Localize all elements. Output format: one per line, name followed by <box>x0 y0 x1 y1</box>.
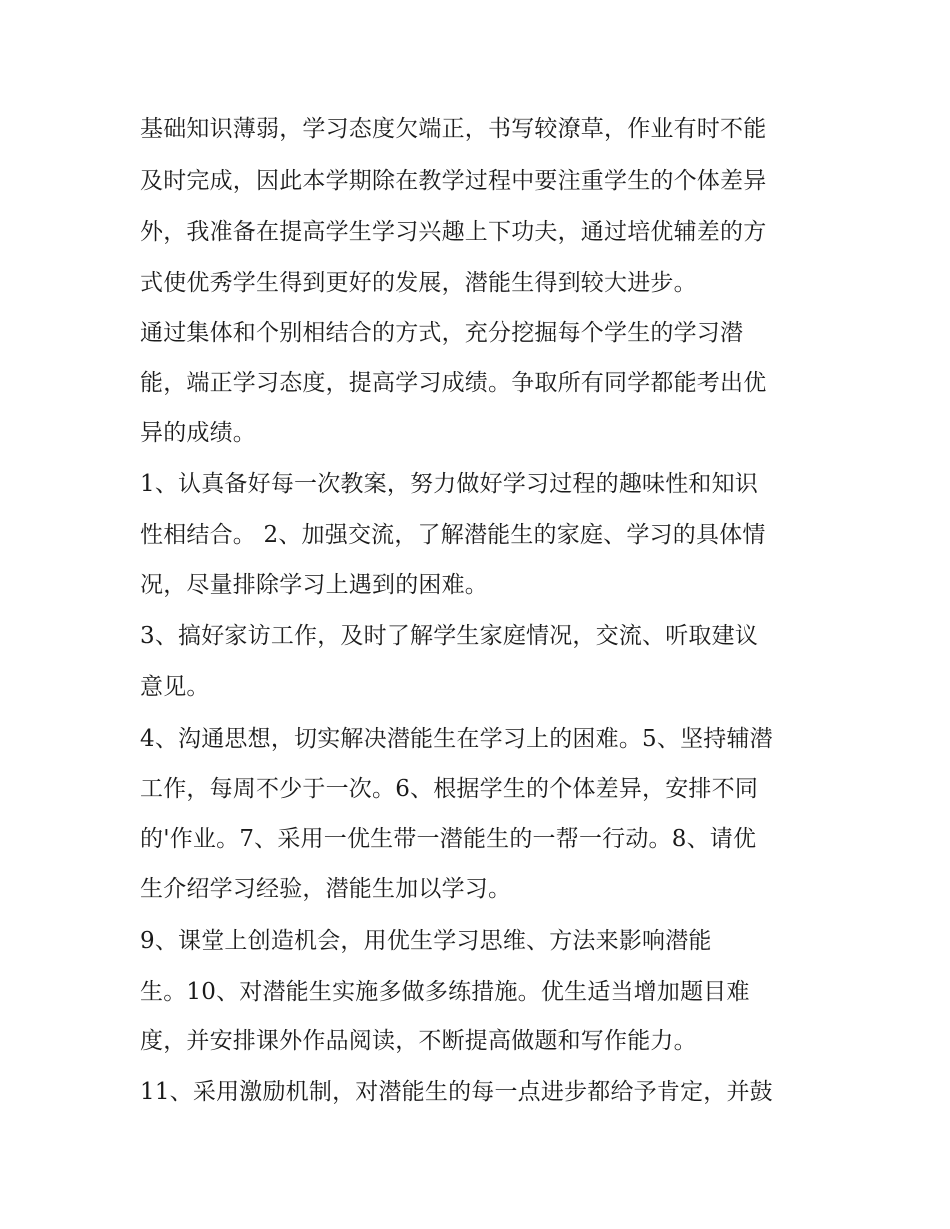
text-line: 1、认真备好每一次教案，努力做好学习过程的趣味性和知识 <box>140 471 759 497</box>
text-line: 况，尽量排除学习上遇到的困难。 <box>140 572 488 598</box>
text-line: 基础知识薄弱，学习态度欠端正，书写较潦草，作业有时不能 <box>140 116 767 142</box>
text-line: 式使优秀学生得到更好的发展，潜能生得到较大进步。 <box>140 270 697 296</box>
text-line: 4、沟通思想，切实解决潜能生在学习上的困难。5、坚持辅潜 <box>140 726 773 752</box>
text-line: 的'作业。7、采用一优生带一潜能生的一帮一行动。8、请优 <box>140 826 757 852</box>
text-line: 能，端正学习态度，提高学习成绩。争取所有同学都能考出优 <box>140 370 767 396</box>
text-line: 意见。 <box>140 674 210 700</box>
text-line: 工作，每周不少于一次。6、根据学生的个体差异，安排不同 <box>140 776 759 802</box>
text-line: 通过集体和个别相结合的方式，充分挖掘每个学生的学习潜 <box>140 320 744 346</box>
text-line: 及时完成，因此本学期除在教学过程中要注重学生的个体差异 <box>140 168 767 194</box>
text-line: 9、课堂上创造机会，用优生学习思维、方法来影响潜能 <box>140 928 712 954</box>
text-line: 外，我准备在提高学生学习兴趣上下功夫，通过培优辅差的方 <box>140 219 767 245</box>
text-line: 性相结合。 2、加强交流，了解潜能生的家庭、学习的具体情 <box>140 522 766 548</box>
text-line: 生介绍学习经验，潜能生加以学习。 <box>140 876 512 902</box>
text-line: 生。10、对潜能生实施多做多练措施。优生适当增加题目难 <box>140 979 750 1005</box>
text-line: 11、采用激励机制，对潜能生的每一点进步都给予肯定，并鼓 <box>140 1079 773 1105</box>
text-line: 异的成绩。 <box>140 420 256 446</box>
text-line: 度，并安排课外作品阅读，不断提高做题和写作能力。 <box>140 1028 697 1054</box>
text-line: 3、搞好家访工作，及时了解学生家庭情况，交流、听取建议 <box>140 623 759 649</box>
